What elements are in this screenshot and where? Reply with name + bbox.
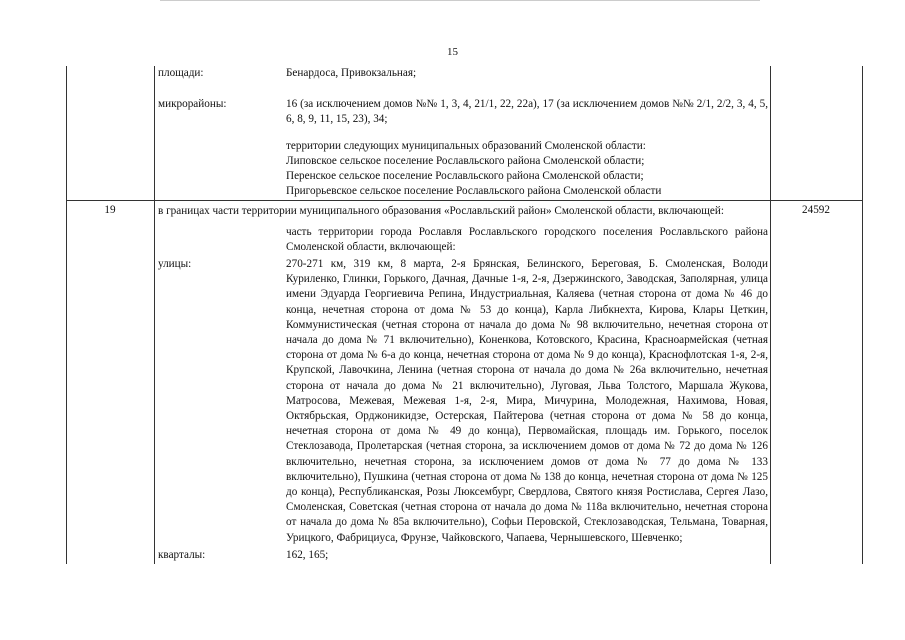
table-border-col1 <box>154 66 155 564</box>
districts-value: 16 (за исключением домов №№ 1, 3, 4, 21/1, 22, 22а), 17 (за исключением домов №№ 2/1, 2/2, 3, 4, 5, 6, 8, 9, 11, 15, 23), 34; <box>286 98 768 126</box>
squares-value: Бенардоса, Привокзальная; <box>286 67 417 79</box>
row-heading: в границах части территории муниципального образования «Рославльский район» Смоленской области, включающей: <box>158 205 724 217</box>
territory-line-4: Пригорьевское сельское поселение Рославльского района Смоленской области <box>286 185 662 197</box>
page-number: 15 <box>447 46 458 58</box>
territory-line-2: Липовское сельское поселение Рославльского района Смоленской области; <box>286 155 645 167</box>
row-subheading: часть территории города Рославля Рославльского городского поселения Рославльского района Смоленской области, включающей: <box>286 226 768 254</box>
scan-top-edge <box>160 0 760 1</box>
voter-count: 24592 <box>802 204 830 216</box>
squares-label: площади: <box>158 67 204 79</box>
streets-value: 270-271 км, 319 км, 8 марта, 2-я Брянская, Белинского, Береговая, Б. Смоленская, Володи Куриленко, Глинки, Горького, Дачная, Дачные 1-я, 2-я, Дзержинского, Заводская, Заполярная, улица имени Эдуарда Георгиевича Репина, Индустриальная, Каляева (четная сторона от дома № 46 до конца, нечетная сторона от дома № 53 до конца), Карла Либкнехта, Кирова, Клары Цеткин, Коммунистическая (четная сторона от начала до дома № 98 включительно, нечетная сторона от начала до дома № 71 включительно), Коненкова, Котовского, Красина, Красноармейская (четная сторона от дома № 6-а до конца, нечетная сторона от дома № 9 до конца), Краснофлотская 1-я, 2-я, Крупской, Лавочкина, Ленина (четная сторона от начала до дома № 26а включительно, нечетная сторона от начала до дома № 21 включительно), Луговая, Льва Толстого, Маршала Жукова, Матросова, Межевая, Межевая 1-я, 2-я, Мира, Мичурина, Молодежная, Нахимова, Новая, Октябрьская, Орджоникидзе, Остерская, Пайтерова (четная сторона от дома № 58 до конца, нечетная сторона от дома № 49 до конца), Первомайская, площадь им. Горького, поселок Стеклозавода, Пролетарская (четная сторона, за исключением домов от дома № 72 до дома № 126 включительно, нечетная сторона, за исключением домов от дома № 77 до дома № 133 включительно), Пушкина (четная сторона от дома № 138 до конца, нечетная сторона от дома № 125 до конца), Республиканская, Розы Люксембург, Свердлова, Святого князя Ростислава, Сергея Лазо, Смоленская, Советская (четная сторона от начала до дома № 118а включительно, нечетная сторона от начала до дома № 85а включительно), Софьи Перовской, Стеклозаводская, Тельмана, Товарная, Урицкого, Фабрициуса, Фрунзе, Чайковского, Чапаева, Чернышевского, Шевченко; <box>286 258 768 544</box>
table-border-col2 <box>770 66 771 564</box>
quarters-value: 162, 165; <box>286 549 329 561</box>
territory-line-1: территории следующих муниципальных образований Смоленской области: <box>286 140 646 152</box>
streets-label: улицы: <box>158 258 192 270</box>
table-border-right <box>862 66 863 564</box>
quarters-label: кварталы: <box>158 549 206 561</box>
row-number: 19 <box>104 204 116 216</box>
districts-label: микрорайоны: <box>158 98 227 110</box>
table-row-separator <box>66 200 862 201</box>
territory-line-3: Перенское сельское поселение Рославльского района Смоленской области; <box>286 170 644 182</box>
table-border-left <box>66 66 67 564</box>
